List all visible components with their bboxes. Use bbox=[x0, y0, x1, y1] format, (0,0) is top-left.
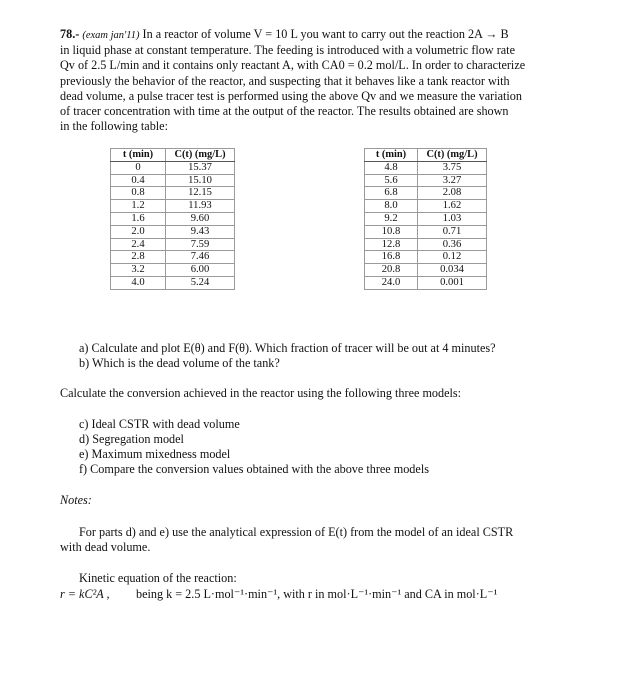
notes-text-line: with dead volume. bbox=[60, 540, 151, 554]
concentration-cell: 9.43 bbox=[166, 225, 235, 238]
concentration-cell: 9.60 bbox=[166, 212, 235, 225]
table-row bbox=[111, 238, 235, 251]
table-row bbox=[111, 225, 235, 238]
time-cell: 20.8 bbox=[365, 264, 418, 277]
time-cell: 8.0 bbox=[365, 200, 418, 213]
time-cell: 0.8 bbox=[111, 187, 166, 200]
concentration-cell: 3.27 bbox=[418, 174, 487, 187]
table-row bbox=[365, 238, 487, 251]
table-row bbox=[111, 251, 235, 264]
question-d: d) Segregation model bbox=[79, 432, 184, 446]
time-cell: 2.8 bbox=[111, 251, 166, 264]
question-f: f) Compare the conversion values obtained with the above three models bbox=[79, 462, 429, 476]
time-cell: 4.8 bbox=[365, 161, 418, 174]
tracer-table-right bbox=[364, 148, 487, 290]
table-row bbox=[111, 174, 235, 187]
question-c: c) Ideal CSTR with dead volume bbox=[79, 417, 240, 431]
time-cell: 9.2 bbox=[365, 212, 418, 225]
conversion-intro: Calculate the conversion achieved in the reactor using the following three models: bbox=[60, 386, 462, 400]
table-row bbox=[111, 276, 235, 289]
table-row bbox=[365, 251, 487, 264]
problem-line: of tracer concentration with time at the output of the reactor. The results obtained are shown bbox=[60, 104, 509, 119]
concentration-cell: 0.36 bbox=[418, 238, 487, 251]
time-cell: 10.8 bbox=[365, 225, 418, 238]
problem-line: in liquid phase at constant temperature. The feeding is introduced with a volumetric flow rate bbox=[60, 43, 515, 58]
table-row bbox=[365, 276, 487, 289]
problem-line: dead volume, a pulse tracer test is performed using the above Qv and we measure the variation bbox=[60, 88, 522, 103]
table-row bbox=[365, 212, 487, 225]
concentration-cell: 1.03 bbox=[418, 212, 487, 225]
problem-source: (exam jan'11) bbox=[82, 30, 140, 41]
table-row bbox=[365, 174, 487, 187]
time-cell: 0 bbox=[111, 161, 166, 174]
time-cell: 5.6 bbox=[365, 174, 418, 187]
kinetic-formula: r = kC²A , bbox=[60, 587, 110, 601]
concentration-cell: 1.62 bbox=[418, 200, 487, 213]
tracer-table-left bbox=[110, 148, 235, 290]
time-cell: 0.4 bbox=[111, 174, 166, 187]
table-row bbox=[365, 161, 487, 174]
question-a: a) Calculate and plot E(θ) and F(θ). Which fraction of tracer will be out at 4 minutes? bbox=[79, 341, 496, 355]
kinetic-detail: being k = 2.5 L·mol⁻¹·min⁻¹, with r in mol·L⁻¹·min⁻¹ and CA in mol·L⁻¹ bbox=[136, 587, 498, 601]
concentration-cell: 2.08 bbox=[418, 187, 487, 200]
table-row bbox=[365, 264, 487, 277]
col-header-time: t (min) bbox=[365, 149, 418, 162]
col-header-concentration: C(t) (mg/L) bbox=[418, 149, 487, 162]
time-cell: 3.2 bbox=[111, 264, 166, 277]
time-cell: 12.8 bbox=[365, 238, 418, 251]
concentration-cell: 0.034 bbox=[418, 264, 487, 277]
concentration-cell: 6.00 bbox=[166, 264, 235, 277]
concentration-cell: 7.59 bbox=[166, 238, 235, 251]
concentration-cell: 7.46 bbox=[166, 251, 235, 264]
table-row bbox=[365, 200, 487, 213]
question-b: b) Which is the dead volume of the tank? bbox=[79, 356, 280, 370]
time-cell: 16.8 bbox=[365, 251, 418, 264]
problem-line: in the following table: bbox=[60, 119, 168, 134]
table-row bbox=[111, 161, 235, 174]
problem-number: 78.- bbox=[60, 27, 80, 41]
kinetic-label: Kinetic equation of the reaction: bbox=[79, 571, 237, 585]
concentration-cell: 12.15 bbox=[166, 187, 235, 200]
time-cell: 1.2 bbox=[111, 200, 166, 213]
problem-statement bbox=[60, 27, 554, 134]
concentration-cell: 11.93 bbox=[166, 200, 235, 213]
col-header-time: t (min) bbox=[111, 149, 166, 162]
table-row bbox=[365, 225, 487, 238]
col-header-concentration: C(t) (mg/L) bbox=[166, 149, 235, 162]
notes-label: Notes: bbox=[60, 493, 92, 507]
time-cell: 6.8 bbox=[365, 187, 418, 200]
concentration-cell: 0.001 bbox=[418, 276, 487, 289]
concentration-cell: 3.75 bbox=[418, 161, 487, 174]
table-row bbox=[111, 264, 235, 277]
table-row bbox=[111, 212, 235, 225]
concentration-cell: 5.24 bbox=[166, 276, 235, 289]
notes-text-line: For parts d) and e) use the analytical expression of E(t) from the model of an ideal CSTR bbox=[79, 525, 514, 539]
table-row bbox=[365, 187, 487, 200]
time-cell: 1.6 bbox=[111, 212, 166, 225]
problem-line: previously the behavior of the reactor, and suspecting that it behaves like a tank reactor with bbox=[60, 73, 510, 88]
table-row bbox=[111, 200, 235, 213]
problem-line: In a reactor of volume V = 10 L you want to carry out the reaction 2A → B bbox=[142, 27, 509, 41]
time-cell: 2.4 bbox=[111, 238, 166, 251]
time-cell: 24.0 bbox=[365, 276, 418, 289]
table-row bbox=[111, 187, 235, 200]
concentration-cell: 15.10 bbox=[166, 174, 235, 187]
concentration-cell: 15.37 bbox=[166, 161, 235, 174]
time-cell: 2.0 bbox=[111, 225, 166, 238]
problem-line: Qv of 2.5 L/min and it contains only reactant A, with CA0 = 0.2 mol/L. In order to characterize bbox=[60, 58, 526, 73]
question-e: e) Maximum mixedness model bbox=[79, 447, 231, 461]
time-cell: 4.0 bbox=[111, 276, 166, 289]
problem-first-line bbox=[60, 27, 554, 43]
concentration-cell: 0.71 bbox=[418, 225, 487, 238]
concentration-cell: 0.12 bbox=[418, 251, 487, 264]
